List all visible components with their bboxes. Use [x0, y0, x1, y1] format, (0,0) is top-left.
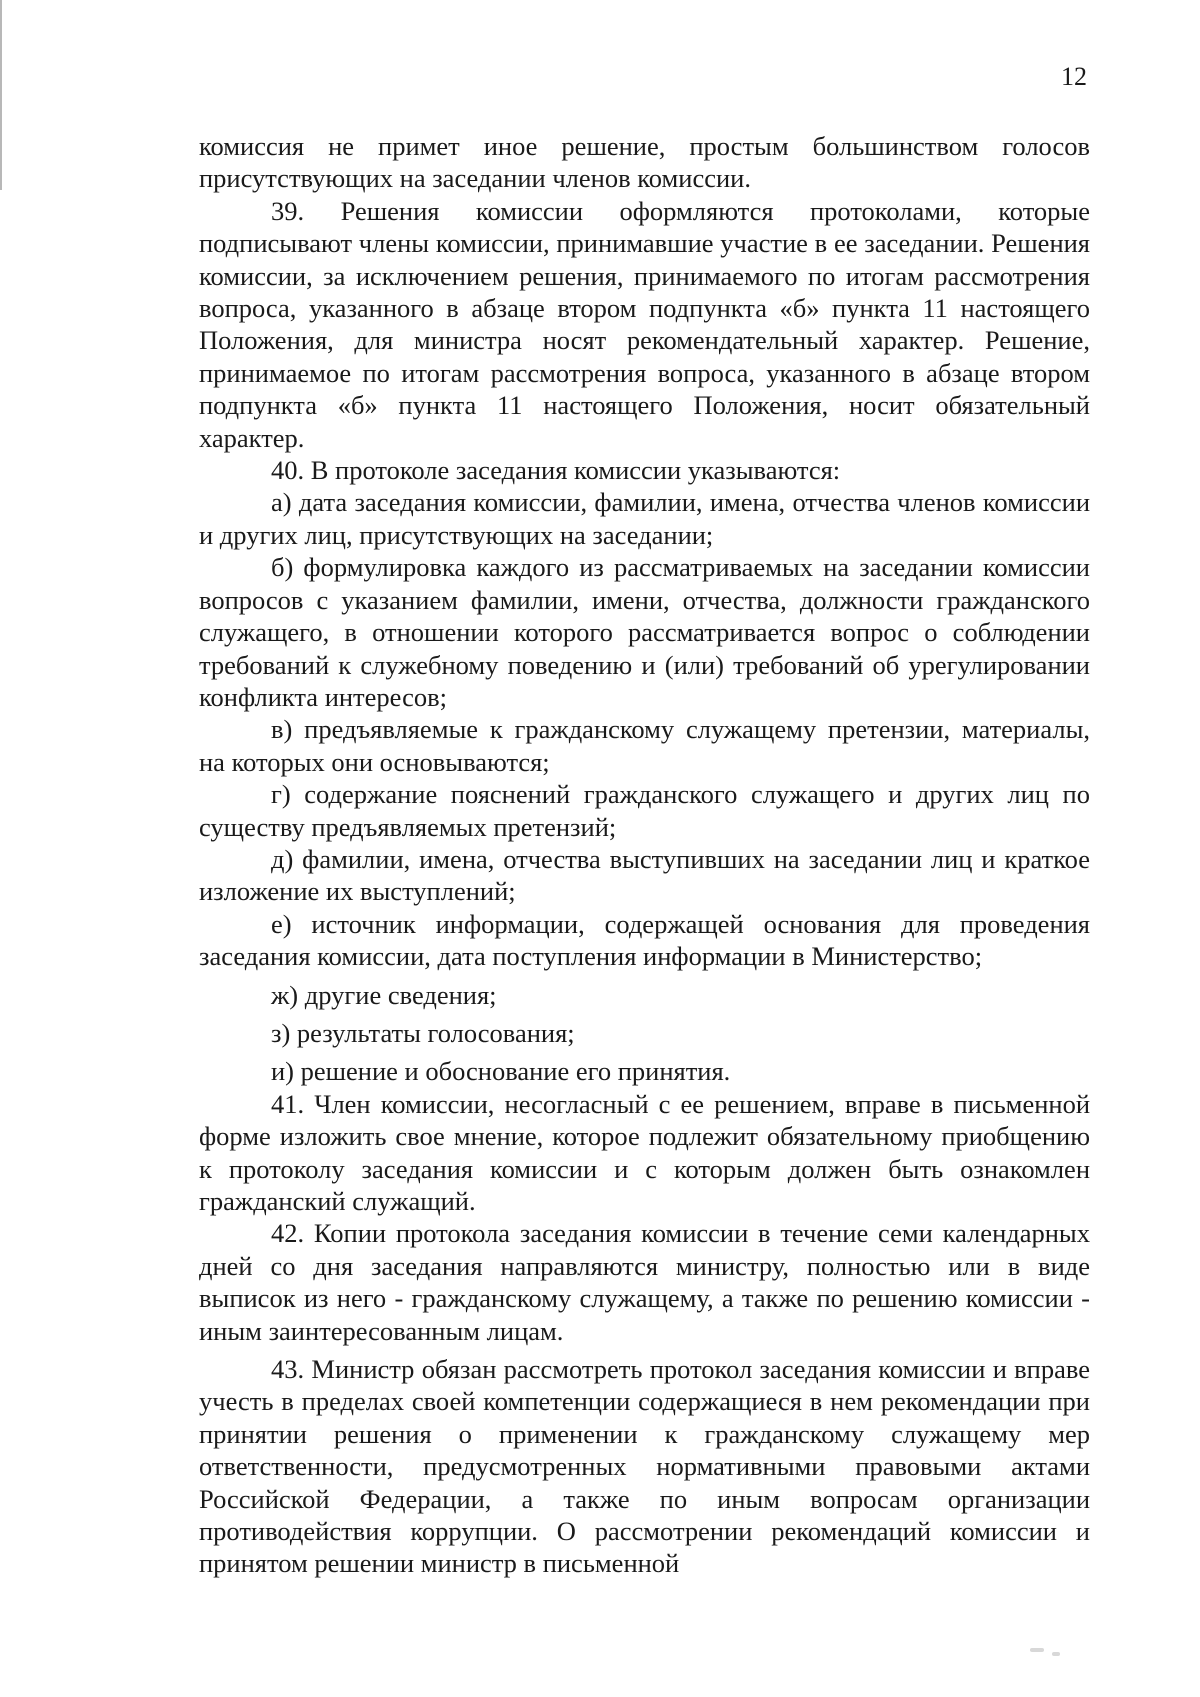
paragraph-40-z: з) результаты голосования;	[271, 1017, 575, 1048]
paragraph-40-zh: ж) другие сведения;	[271, 979, 497, 1010]
paragraph-40-i: и) решение и обоснование его принятия.	[271, 1056, 731, 1087]
document-body	[199, 130, 1090, 1580]
paragraph-43: 43. Министр обязан рассмотреть протокол заседания комиссии и вправе учесть в пределах своей компетенции содержащиеся в нем рекомендации при принятии решения о применении к гражданскому служащему мер ответственности, предусмотренных нормативными правовыми актами Российской Федерации, а также по иным вопросам организации противодействия коррупции. О рассмотрении рекомендаций комиссии и принятом решении министр в письменной	[199, 1354, 1090, 1579]
paragraph-40-v: в) предъявляемые к гражданскому служащему претензии, материалы, на которых они основываются;	[199, 714, 1090, 777]
paragraph-40-a: а) дата заседания комиссии, фамилии, имена, отчества членов комиссии и других лиц, присутствующих на заседании;	[199, 487, 1090, 550]
paragraph-40-d: д) фамилии, имена, отчества выступивших на заседании лиц и краткое изложение их выступлений;	[199, 843, 1090, 907]
scan-edge-line	[0, 0, 2, 190]
paragraph-39: 39. Решения комиссии оформляются протоколами, которые подписывают члены комиссии, принимавшие участие в ее заседании. Решения комиссии, за исключением решения, принимаемого по итогам рассмотрения вопроса, указанного в абзаце втором подпункта «б» пункта 11 настоящего Положения, для министра носят рекомендательный характер. Решение, принимаемое по итогам рассмотрения вопроса, указанного в абзаце втором подпункта «б» пункта 11 настоящего Положения, носит обязательный характер.	[199, 195, 1090, 453]
paragraph-continuation: комиссия не примет иное решение, простым большинством голосов присутствующих на заседании членов комиссии.	[199, 131, 1090, 194]
paragraph-42: 42. Копии протокола заседания комиссии в течение семи календарных дней со дня заседания направляются министру, полностью или в виде выписок из него - гражданскому служащему, а также по решению комиссии - иным заинтересованным лицам.	[199, 1218, 1090, 1346]
scan-speck	[1030, 1648, 1044, 1652]
paragraph-40-e: е) источник информации, содержащей основания для проведения заседания комиссии, дата поступления информации в Министерство;	[199, 908, 1090, 972]
page-number: 12	[1061, 62, 1087, 91]
paragraph-40: 40. В протоколе заседания комиссии указываются:	[271, 455, 841, 486]
paragraph-40-b: б) формулировка каждого из рассматриваемых на заседании комиссии вопросов с указанием фамилии, имени, отчества, должности гражданского служащего, в отношении которого рассматривается вопрос о соблюдении требований к служебному поведению и (или) требований об урегулировании конфликта интересов;	[199, 552, 1090, 712]
paragraph-41: 41. Член комиссии, несогласный с ее решением, вправе в письменной форме изложить свое мнение, которое подлежит обязательному приобщению к протоколу заседания комиссии и с которым должен быть ознакомлен гражданский служащий.	[199, 1088, 1090, 1216]
scan-speck	[1052, 1652, 1060, 1656]
paragraph-40-g: г) содержание пояснений гражданского служащего и других лиц по существу предъявляемых претензий;	[199, 779, 1090, 842]
